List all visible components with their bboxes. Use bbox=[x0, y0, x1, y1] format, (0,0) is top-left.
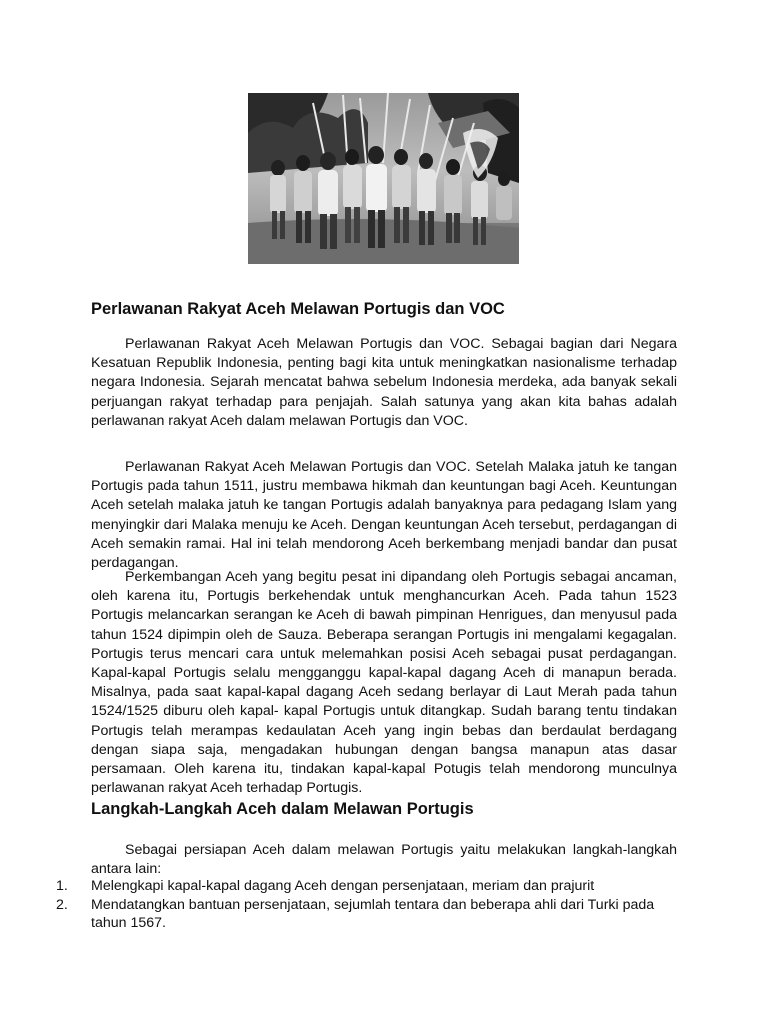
paragraph-3: Perkembangan Aceh yang begitu pesat ini dipandang oleh Portugis sebagai ancaman, oleh karena itu, Portugis berkehendak untuk menghancurkan Aceh. Pada tahun 1523 Portugis melancarkan serangan ke Aceh di bawah pimpinan Henrigues, dan menyusul pada tahun 1524 dipimpin oleh de Sauza. Beberapa serangan Portugis ini mengalami kegagalan. Portugis terus mencari cara untuk melemahkan posisi Aceh sebagai pusat perdagangan. Kapal-kapal Portugis selalu mengganggu kapal-kapal dagang Aceh di manapun berada. Misalnya, pada saat kapal-kapal dagang Aceh sedang berlayar di Laut Merah pada tahun 1524/1525 diburu oleh kapal- kapal Portugis untuk ditangkap. Sudah barang tentu tindakan Portugis telah merampas kedaulatan Aceh yang ingin bebas dan berdaulat berdagang dengan siapa saja, mengadakan hubungan dengan bangsa manapun atas dasar persamaan. Oleh karena itu, tindakan kapal-kapal Potugis telah mendorong munculnya perlawanan rakyat Aceh terhadap Portugis. bbox=[91, 569, 677, 797]
list-item-number: 2. bbox=[56, 896, 68, 913]
historical-photo bbox=[248, 93, 519, 264]
list-item bbox=[56, 896, 677, 933]
paragraph-1: Perlawanan Rakyat Aceh Melawan Portugis dan VOC. Sebagai bagian dari Negara Kesatuan Republik Indonesia, penting bagi kita untuk meningkatkan nasionalisme terhadap negara Indonesia. Sejarah mencatat bahwa sebelum Indonesia merdeka, ada banyak sekali perjuangan rakyat terhadap para penjajah. Salah satunya yang akan kita bahas adalah perlawanan rakyat Aceh dalam melawan Portugis dan VOC. bbox=[91, 336, 677, 429]
list-item bbox=[56, 877, 677, 896]
list-item-text: Melengkapi kapal-kapal dagang Aceh dengan persenjataan, meriam dan prajurit bbox=[91, 878, 595, 894]
section-heading-2: Langkah-Langkah Aceh dalam Melawan Portugis bbox=[91, 800, 474, 818]
list-item-number: 1. bbox=[56, 878, 68, 894]
paragraph-2: Perlawanan Rakyat Aceh Melawan Portugis dan VOC. Setelah Malaka jatuh ke tangan Portugis pada tahun 1511, justru membawa hikmah dan keuntungan bagi Aceh. Keuntungan Aceh setelah malaka jatuh ke tangan Portugis adalah banyaknya para pedagang Islam yang menyingkir dari Malaka menuju ke Aceh. Dengan keuntungan Aceh tersebut, perdagangan di Aceh semakin ramai. Hal ini telah mendorong Aceh berkembang menjadi bandar dan pusat perdagangan. bbox=[91, 459, 677, 572]
section-heading-1: Perlawanan Rakyat Aceh Melawan Portugis dan VOC bbox=[91, 300, 505, 318]
photo-illustration bbox=[248, 93, 519, 264]
steps-list bbox=[56, 877, 677, 933]
paragraph-4: Sebagai persiapan Aceh dalam melawan Portugis yaitu melakukan langkah-langkah antara lain: bbox=[91, 842, 677, 878]
list-item-text: Mendatangkan bantuan persenjataan, sejumlah tentara dan beberapa ahli dari Turki pada tahun 1567. bbox=[91, 896, 655, 932]
